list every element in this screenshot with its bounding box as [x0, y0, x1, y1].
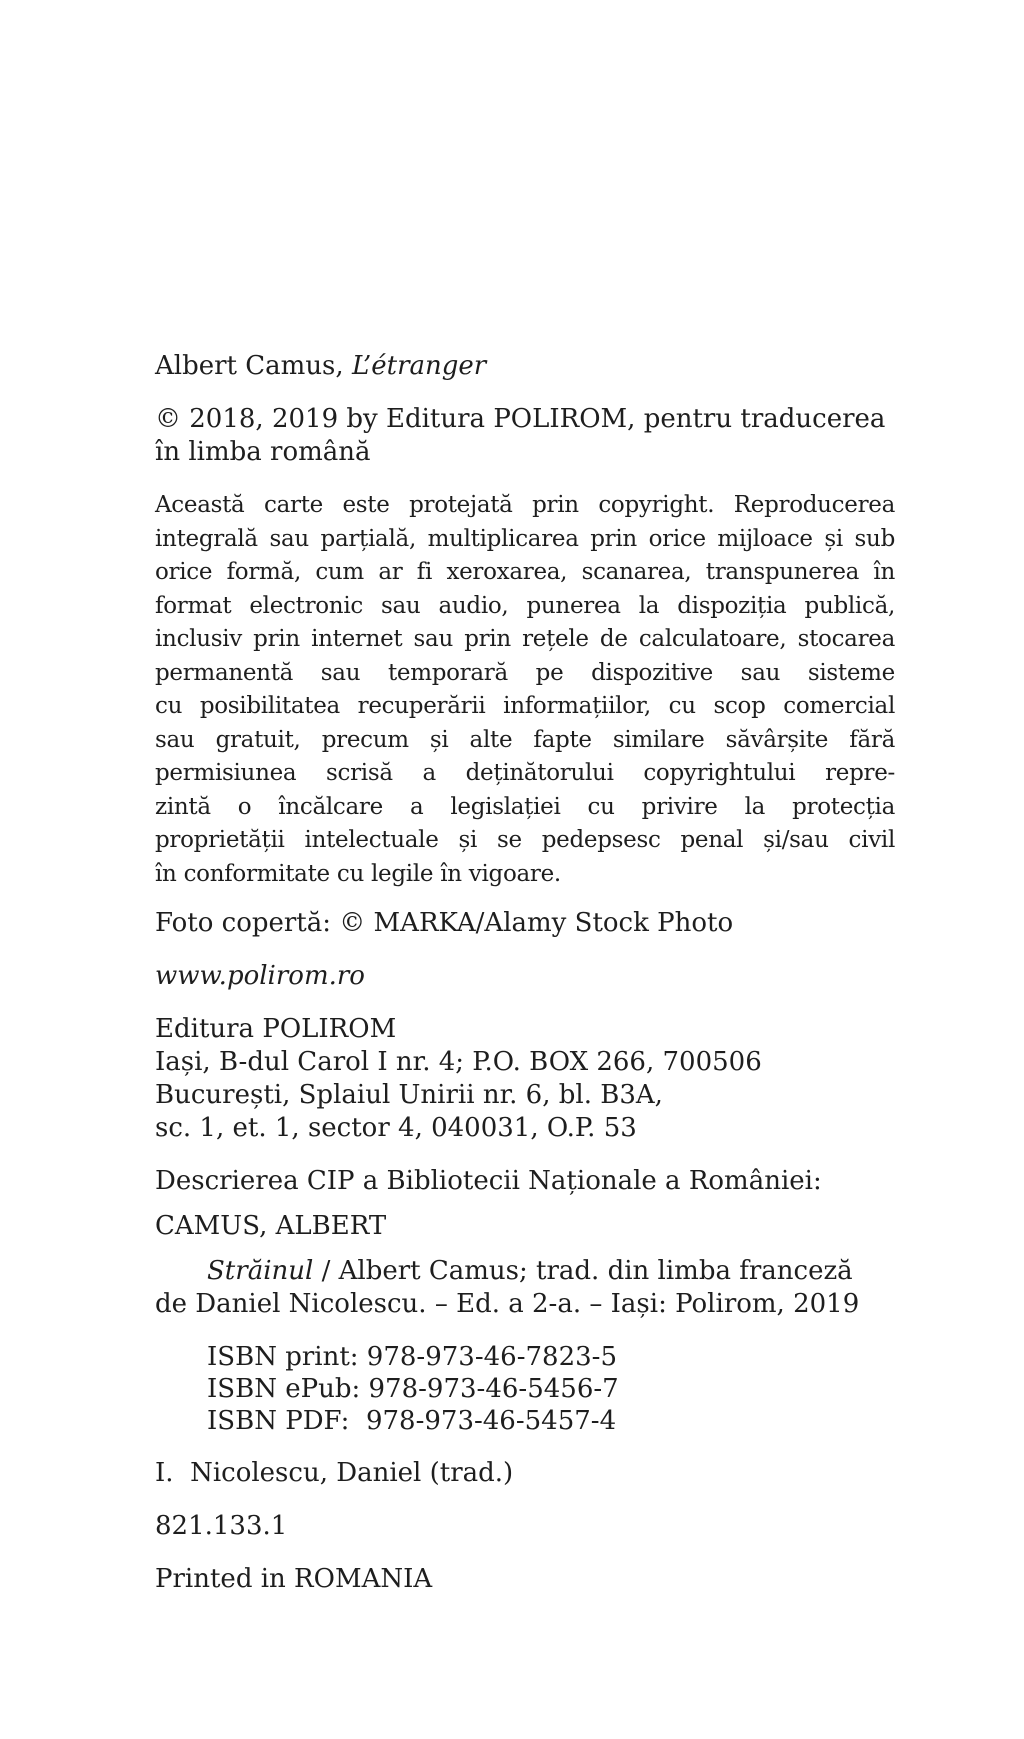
colophon-page — [155, 350, 895, 1596]
translator-entry: I. Nicolescu, Daniel (trad.) — [155, 1458, 514, 1488]
address-line: București, Splaiul Unirii nr. 6, bl. B3A, — [155, 1080, 663, 1110]
cover-photo-credit: Foto copertă: © MARKA/Alamy Stock Photo — [155, 908, 734, 938]
original-author: Albert Camus, — [155, 351, 352, 381]
isbn-epub: ISBN ePub: 978-973-46-5456-7 — [207, 1374, 619, 1404]
original-work-line — [155, 350, 895, 383]
notice-line: integrală sau parțială, multiplicarea prin orice mijloace și sub — [155, 525, 895, 552]
address-line: Iași, B-dul Carol I nr. 4; P.O. BOX 266, 700506 — [155, 1047, 762, 1077]
notice-line: zintă o încălcare a legislației cu privire la protecția — [155, 793, 895, 820]
publisher-name: Editura POLIROM — [155, 1014, 397, 1044]
cip-author: CAMUS, ALBERT — [155, 1211, 387, 1241]
notice-line: inclusiv prin internet sau prin rețele de calculatoare, stocarea — [155, 626, 895, 652]
copyright-notice — [155, 489, 895, 891]
notice-line: proprietății intelectuale și se pedepsesc penal și/sau civil — [155, 827, 895, 853]
cip-title: Străinul — [207, 1256, 314, 1286]
cip-title-line — [155, 1255, 895, 1288]
isbn-print: ISBN print: 978-973-46-7823-5 — [207, 1342, 617, 1372]
notice-line: format electronic sau audio, punerea la dispoziția publică, — [155, 592, 895, 619]
copyright-line: © 2018, 2019 by Editura POLIROM, pentru traducerea — [155, 404, 886, 434]
isbn-pdf: ISBN PDF: 978-973-46-5457-4 — [207, 1406, 617, 1436]
notice-line: orice formă, cum ar fi xeroxarea, scanarea, transpunerea în — [155, 559, 895, 585]
publisher-address-block — [155, 1013, 895, 1145]
copyright-line: în limba română — [155, 437, 371, 467]
cip-heading: Descrierea CIP a Bibliotecii Naționale a României: — [155, 1166, 822, 1196]
original-title: L’étranger — [351, 351, 487, 381]
classification-code: 821.133.1 — [155, 1511, 288, 1541]
printed-in: Printed in ROMANIA — [155, 1564, 433, 1594]
cip-description — [155, 1255, 895, 1321]
cip-desc: / Albert Camus; trad. din limba franceză — [313, 1256, 853, 1286]
isbn-block — [155, 1341, 895, 1437]
copyright-block — [155, 403, 895, 469]
notice-line: cu posibilitatea recuperării informațiilor, cu scop comercial — [155, 693, 895, 719]
notice-line: sau gratuit, precum și alte fapte similare săvârșite fără — [155, 726, 895, 753]
address-line: sc. 1, et. 1, sector 4, 040031, O.P. 53 — [155, 1113, 637, 1143]
notice-line: Această carte este protejată prin copyright. Reproducerea — [155, 492, 895, 518]
notice-line: în conformitate cu legile în vigoare. — [155, 860, 561, 887]
notice-line: permanentă sau temporară pe dispozitive sau sisteme — [155, 659, 895, 686]
publisher-website: www.polirom.ro — [155, 961, 365, 991]
cip-desc-line: de Daniel Nicolescu. – Ed. a 2-a. – Iași: Polirom, 2019 — [155, 1289, 860, 1319]
notice-line: permisiunea scrisă a deținătorului copyrightului repre- — [155, 760, 895, 786]
